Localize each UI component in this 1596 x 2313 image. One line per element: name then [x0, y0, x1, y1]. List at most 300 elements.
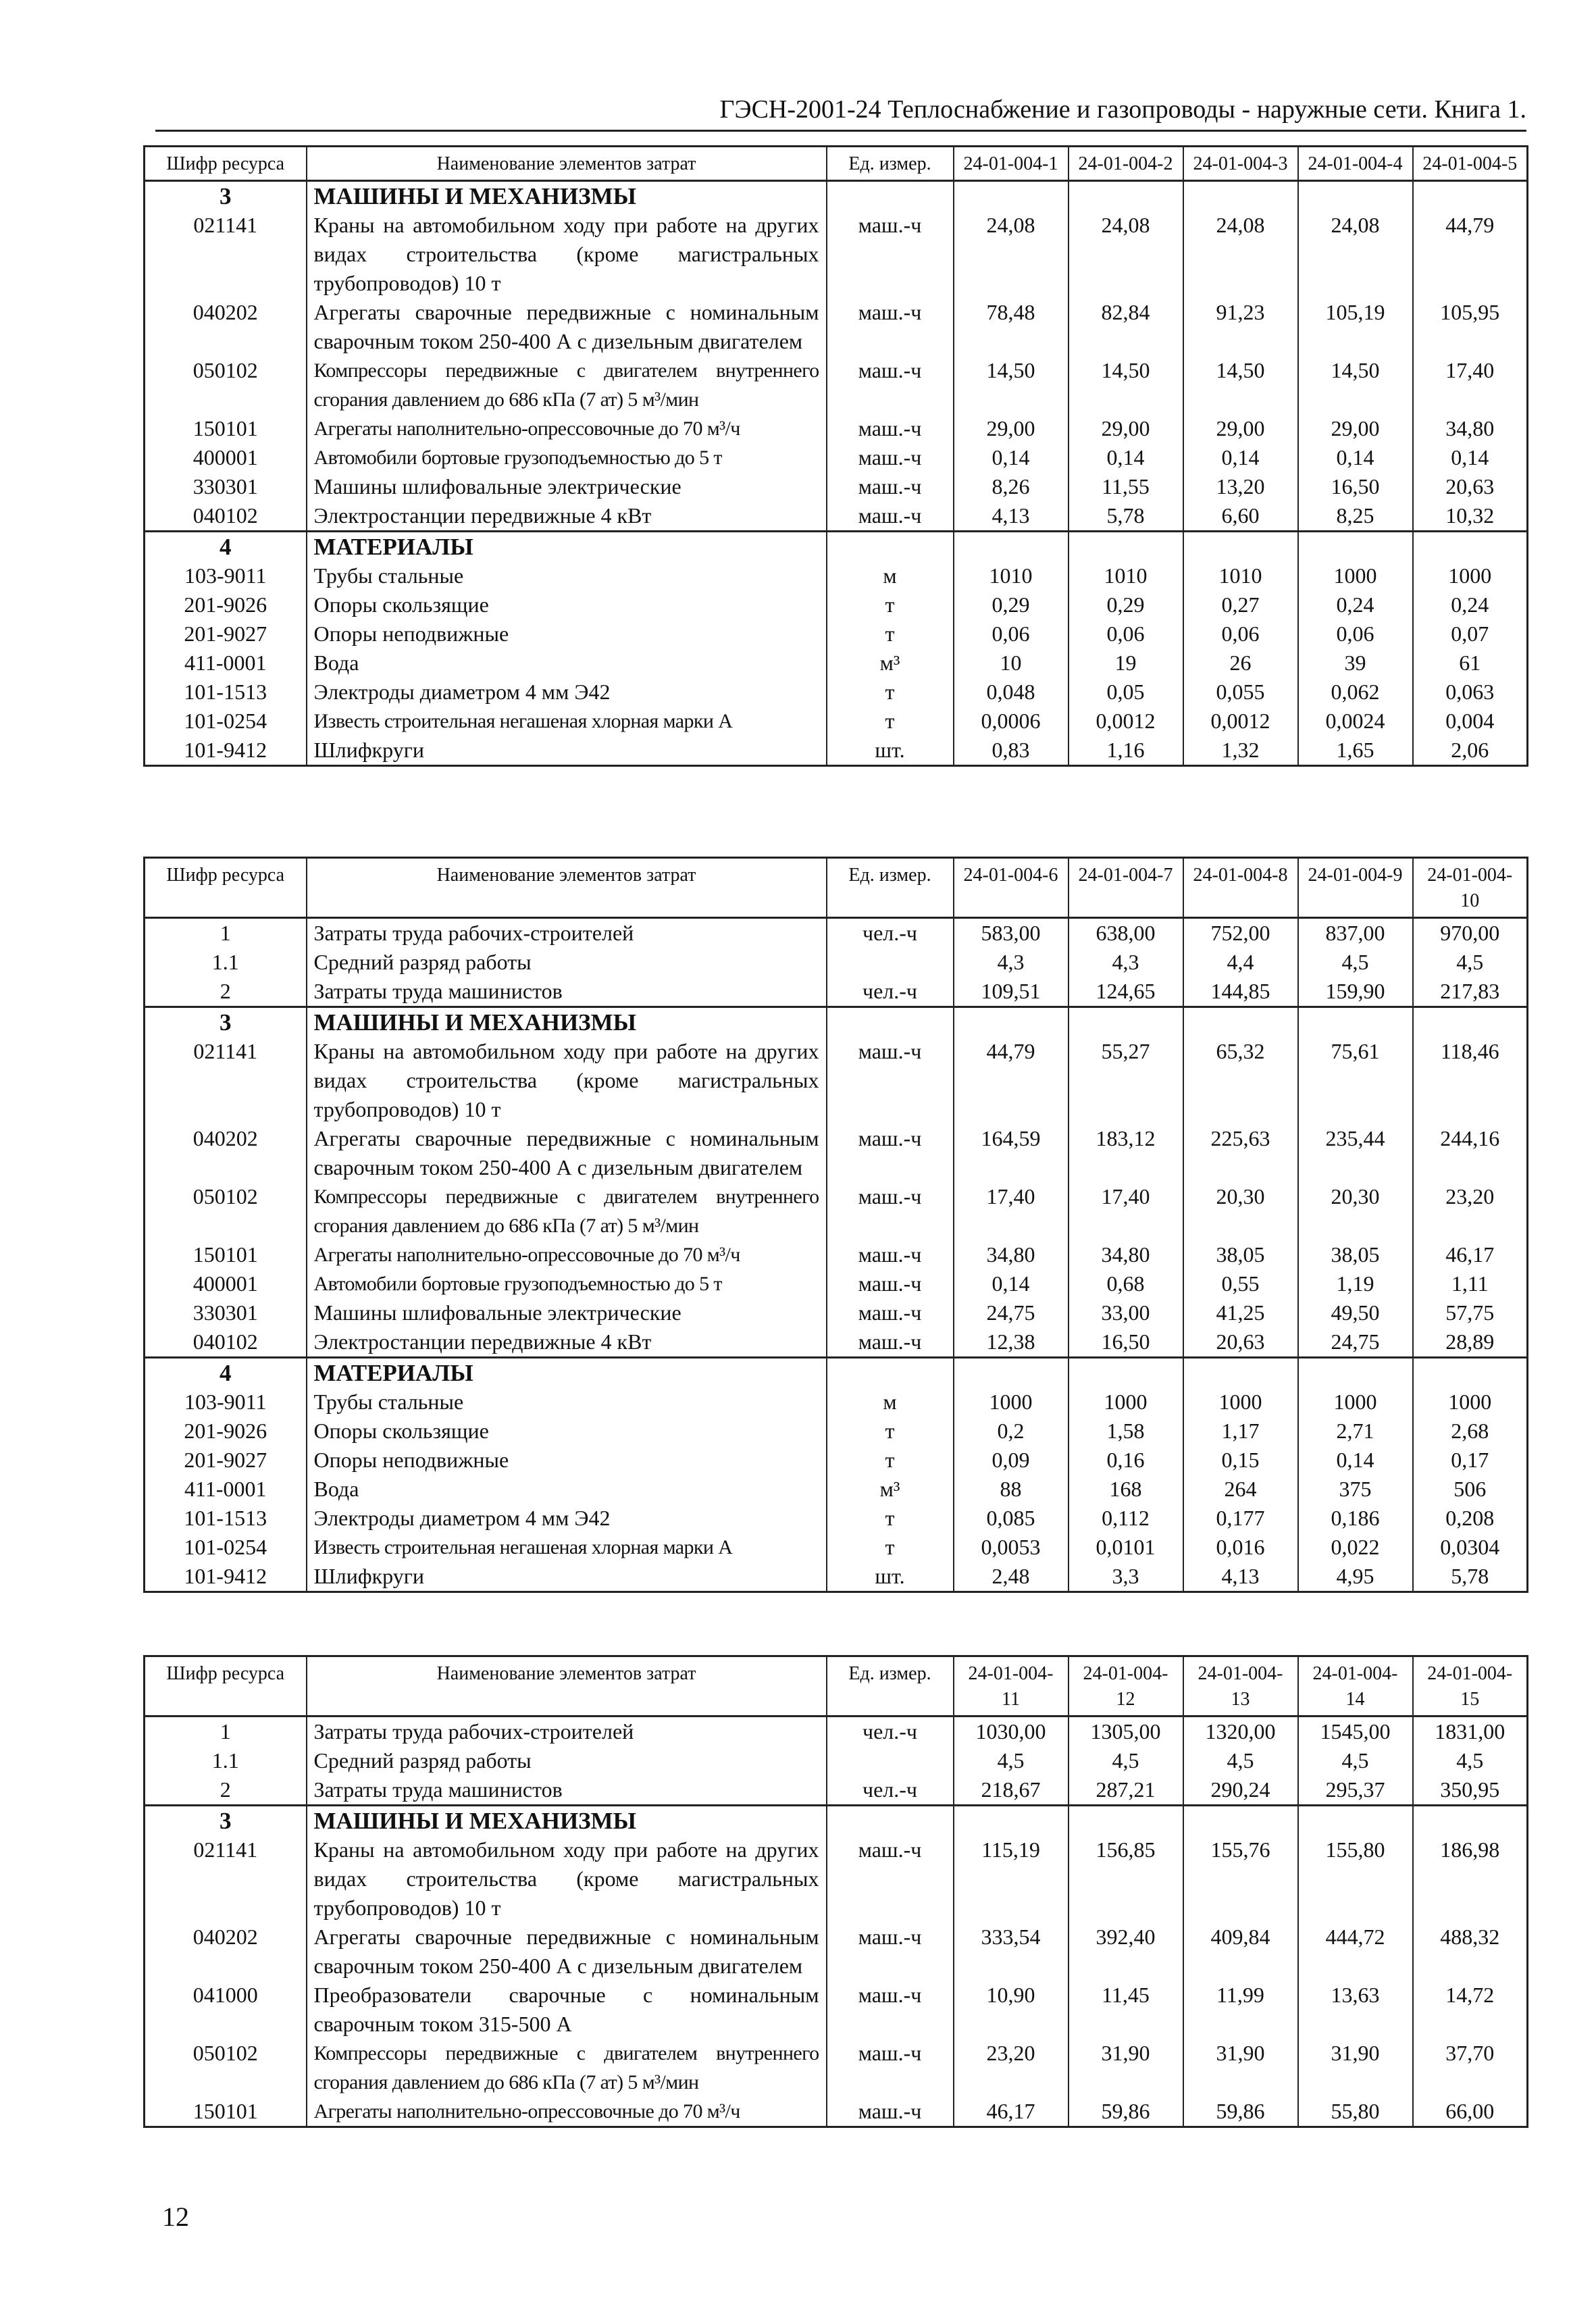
- norm-value: 4,5: [1069, 1746, 1183, 1775]
- norm-value: 0,09: [954, 1446, 1069, 1475]
- norm-value: 14,72: [1413, 1981, 1528, 2039]
- resource-name: Вода: [307, 1475, 827, 1504]
- resource-unit: м: [827, 561, 954, 590]
- resource-row: [145, 1327, 1528, 1358]
- col-header-name: Наименование элементов затрат: [307, 858, 827, 918]
- resource-name: Средний разряд работы: [307, 948, 827, 977]
- resource-name: Электростанции передвижные 4 кВт: [307, 501, 827, 532]
- resource-row: [145, 1504, 1528, 1533]
- norm-value: 0,208: [1413, 1504, 1528, 1533]
- resource-unit: маш.-ч: [827, 211, 954, 298]
- norm-value: 1000: [1069, 1388, 1183, 1417]
- resource-name: Опоры неподвижные: [307, 1446, 827, 1475]
- norm-value: 4,3: [954, 948, 1069, 977]
- resource-name: Опоры скользящие: [307, 590, 827, 619]
- resource-name: Агрегаты сварочные передвижные с номинальным сварочным током 250-400 А с дизельным двигателем: [307, 298, 827, 356]
- resource-unit: [827, 1806, 954, 1836]
- norm-value: 105,95: [1413, 298, 1528, 356]
- norm-value: 55,27: [1069, 1037, 1183, 1124]
- resource-row: [145, 678, 1528, 707]
- norm-value: 61: [1413, 649, 1528, 678]
- resource-row: [145, 1240, 1528, 1269]
- norm-value: 0,0024: [1298, 707, 1413, 736]
- norm-value: 16,50: [1069, 1327, 1183, 1358]
- page-header: ГЭСН-2001-24 Теплоснабжение и газопроводы - наружные сети. Книга 1.: [719, 95, 1526, 124]
- section-title: МАТЕРИАЛЫ: [307, 1358, 827, 1388]
- resource-name: Шлифкруги: [307, 736, 827, 766]
- resource-code: 021141: [145, 1835, 307, 1923]
- resource-row: [145, 707, 1528, 736]
- norm-value: 10,32: [1413, 501, 1528, 532]
- resource-unit: чел.-ч: [827, 918, 954, 948]
- header-rule: [155, 130, 1526, 132]
- norm-value: 75,61: [1298, 1037, 1413, 1124]
- col-header-norm-code: 24-01-004-8: [1183, 858, 1298, 918]
- norm-value: 8,26: [954, 472, 1069, 501]
- resource-name: Затраты труда машинистов: [307, 1775, 827, 1806]
- resource-row: [145, 1446, 1528, 1475]
- norm-value: 0,016: [1183, 1533, 1298, 1562]
- col-header-norm-code: 24-01-004-11: [954, 1656, 1069, 1717]
- norm-value: 13,20: [1183, 472, 1298, 501]
- section-title: МАШИНЫ И МЕХАНИЗМЫ: [307, 181, 827, 211]
- norm-value: 11,55: [1069, 472, 1183, 501]
- resource-unit: [827, 948, 954, 977]
- norm-value: 333,54: [954, 1923, 1069, 1981]
- norm-value: 1,11: [1413, 1269, 1528, 1298]
- resource-row: [145, 1037, 1528, 1124]
- norm-value: 0,06: [1069, 619, 1183, 649]
- resource-unit: [827, 1746, 954, 1775]
- norm-value: [1298, 1806, 1413, 1836]
- resource-row: [145, 1775, 1528, 1806]
- norm-value: [1069, 1358, 1183, 1388]
- norm-value: 1000: [1183, 1388, 1298, 1417]
- resource-code: 2: [145, 977, 307, 1007]
- col-header-code: Шифр ресурса: [145, 147, 307, 181]
- norm-value: 0,0053: [954, 1533, 1069, 1562]
- norm-value: [1069, 181, 1183, 211]
- resource-code: 150101: [145, 1240, 307, 1269]
- resource-code: 330301: [145, 472, 307, 501]
- norm-value: 4,5: [1413, 1746, 1528, 1775]
- norm-value: 14,50: [954, 356, 1069, 414]
- resource-name: Машины шлифовальные электрические: [307, 1298, 827, 1327]
- resource-code: 101-0254: [145, 1533, 307, 1562]
- norm-value: 287,21: [1069, 1775, 1183, 1806]
- norm-value: 38,05: [1183, 1240, 1298, 1269]
- resource-row: [145, 1298, 1528, 1327]
- norm-value: 0,83: [954, 736, 1069, 766]
- resource-name: Вода: [307, 649, 827, 678]
- resource-name: Агрегаты наполнительно-опрессовочные до 70 м³/ч: [307, 2097, 827, 2127]
- resource-unit: маш.-ч: [827, 1269, 954, 1298]
- norm-value: 375: [1298, 1475, 1413, 1504]
- norm-value: 168: [1069, 1475, 1183, 1504]
- resource-row: [145, 649, 1528, 678]
- resource-code: 101-1513: [145, 1504, 307, 1533]
- resource-unit: маш.-ч: [827, 1182, 954, 1240]
- resource-name: Опоры неподвижные: [307, 619, 827, 649]
- norm-value: 155,76: [1183, 1835, 1298, 1923]
- section-row: [145, 1007, 1528, 1038]
- col-header-norm-code: 24-01-004-10: [1413, 858, 1528, 918]
- resource-unit: маш.-ч: [827, 298, 954, 356]
- norm-value: 124,65: [1069, 977, 1183, 1007]
- resource-row: [145, 736, 1528, 766]
- col-header-code: Шифр ресурса: [145, 858, 307, 918]
- resource-unit: т: [827, 1533, 954, 1562]
- col-header-norm-code: 24-01-004-4: [1298, 147, 1413, 181]
- norm-value: 0,24: [1413, 590, 1528, 619]
- col-header-norm-code: 24-01-004-14: [1298, 1656, 1413, 1717]
- resource-name: Компрессоры передвижные с двигателем внутреннего сгорания давлением до 686 кПа (7 ат) 5 м³/мин: [307, 2039, 827, 2097]
- resource-name: Трубы стальные: [307, 561, 827, 590]
- resource-code: 101-1513: [145, 678, 307, 707]
- norm-value: [1183, 181, 1298, 211]
- norm-value: 24,75: [954, 1298, 1069, 1327]
- norm-value: 17,40: [1069, 1182, 1183, 1240]
- norm-value: 8,25: [1298, 501, 1413, 532]
- norm-value: 159,90: [1298, 977, 1413, 1007]
- norm-value: 59,86: [1183, 2097, 1298, 2127]
- norm-value: [1413, 1806, 1528, 1836]
- norm-value: 20,63: [1413, 472, 1528, 501]
- norm-value: 17,40: [1413, 356, 1528, 414]
- resource-row: [145, 1717, 1528, 1747]
- norm-value: 4,5: [1413, 948, 1528, 977]
- resource-name: Агрегаты наполнительно-опрессовочные до 70 м³/ч: [307, 1240, 827, 1269]
- norm-value: 66,00: [1413, 2097, 1528, 2127]
- norm-value: 26: [1183, 649, 1298, 678]
- norm-value: 0,0101: [1069, 1533, 1183, 1562]
- resource-unit: маш.-ч: [827, 356, 954, 414]
- section-row: [145, 1806, 1528, 1836]
- norm-value: 0,14: [954, 1269, 1069, 1298]
- norm-value: 4,13: [1183, 1562, 1298, 1592]
- norm-value: 4,5: [1298, 948, 1413, 977]
- resource-row: [145, 501, 1528, 532]
- norm-value: 4,5: [1183, 1746, 1298, 1775]
- norm-value: 1000: [1413, 561, 1528, 590]
- table-header-row: [145, 147, 1528, 181]
- resource-name: Трубы стальные: [307, 1388, 827, 1417]
- norm-value: 24,75: [1298, 1327, 1413, 1358]
- resource-row: [145, 1533, 1528, 1562]
- resource-code: 201-9026: [145, 590, 307, 619]
- resource-name: Средний разряд работы: [307, 1746, 827, 1775]
- resource-code: 4: [145, 532, 307, 562]
- col-header-name: Наименование элементов затрат: [307, 1656, 827, 1717]
- norm-value: 24,08: [1298, 211, 1413, 298]
- norm-value: 28,89: [1413, 1327, 1528, 1358]
- resource-code: 4: [145, 1358, 307, 1388]
- norm-value: 0,06: [1298, 619, 1413, 649]
- resource-name: Агрегаты сварочные передвижные с номинальным сварочным током 250-400 А с дизельным двигателем: [307, 1923, 827, 1981]
- resource-unit: маш.-ч: [827, 2097, 954, 2127]
- norm-value: 82,84: [1069, 298, 1183, 356]
- resource-unit: маш.-ч: [827, 1124, 954, 1182]
- norm-value: [954, 1358, 1069, 1388]
- resource-code: 150101: [145, 2097, 307, 2127]
- norm-value: 264: [1183, 1475, 1298, 1504]
- resource-unit: маш.-ч: [827, 472, 954, 501]
- resource-name: Затраты труда рабочих-строителей: [307, 918, 827, 948]
- resource-name: Краны на автомобильном ходу при работе на других видах строительства (кроме магистральных трубопроводов) 10 т: [307, 1037, 827, 1124]
- resource-unit: м³: [827, 1475, 954, 1504]
- norm-value: 0,0006: [954, 707, 1069, 736]
- norm-value: 1000: [1298, 1388, 1413, 1417]
- resource-code: 103-9011: [145, 1388, 307, 1417]
- norm-value: 2,68: [1413, 1417, 1528, 1446]
- table-header-row: [145, 1656, 1528, 1717]
- resource-row: [145, 1835, 1528, 1923]
- resource-row: [145, 918, 1528, 948]
- norm-value: 183,12: [1069, 1124, 1183, 1182]
- norm-value: 1,17: [1183, 1417, 1298, 1446]
- table-header-row: [145, 858, 1528, 918]
- resource-code: 103-9011: [145, 561, 307, 590]
- resource-unit: шт.: [827, 736, 954, 766]
- norm-value: 1831,00: [1413, 1717, 1528, 1747]
- norm-value: 59,86: [1069, 2097, 1183, 2127]
- norm-value: 488,32: [1413, 1923, 1528, 1981]
- norm-value: 4,5: [954, 1746, 1069, 1775]
- col-header-norm-code: 24-01-004-6: [954, 858, 1069, 918]
- norm-value: [1413, 532, 1528, 562]
- norm-value: 24,08: [954, 211, 1069, 298]
- norm-value: 1,58: [1069, 1417, 1183, 1446]
- resource-code: 021141: [145, 211, 307, 298]
- norm-value: 24,08: [1069, 211, 1183, 298]
- norm-value: 0,15: [1183, 1446, 1298, 1475]
- norm-value: 78,48: [954, 298, 1069, 356]
- norm-value: 837,00: [1298, 918, 1413, 948]
- norm-value: 55,80: [1298, 2097, 1413, 2127]
- norm-value: 20,30: [1298, 1182, 1413, 1240]
- norm-value: 2,71: [1298, 1417, 1413, 1446]
- norm-value: 10: [954, 649, 1069, 678]
- resource-name: Краны на автомобильном ходу при работе на других видах строительства (кроме магистральных трубопроводов) 10 т: [307, 211, 827, 298]
- norm-value: 4,3: [1069, 948, 1183, 977]
- resource-code: 150101: [145, 414, 307, 443]
- norm-value: 244,16: [1413, 1124, 1528, 1182]
- norm-value: 0,14: [1298, 443, 1413, 472]
- resource-name: Автомобили бортовые грузоподъемностью до 5 т: [307, 443, 827, 472]
- resource-unit: чел.-ч: [827, 1775, 954, 1806]
- resource-code: 101-9412: [145, 1562, 307, 1592]
- norm-value: 14,50: [1298, 356, 1413, 414]
- norm-value: 1320,00: [1183, 1717, 1298, 1747]
- resource-row: [145, 1269, 1528, 1298]
- resource-unit: [827, 532, 954, 562]
- norm-value: 24,08: [1183, 211, 1298, 298]
- norm-value: 409,84: [1183, 1923, 1298, 1981]
- resource-row: [145, 1124, 1528, 1182]
- norm-value: 0,14: [1183, 443, 1298, 472]
- resource-unit: т: [827, 590, 954, 619]
- norm-value: 29,00: [954, 414, 1069, 443]
- norm-value: 0,0304: [1413, 1533, 1528, 1562]
- resource-code: 040102: [145, 501, 307, 532]
- resource-name: Компрессоры передвижные с двигателем внутреннего сгорания давлением до 686 кПа (7 ат) 5 м³/мин: [307, 356, 827, 414]
- resource-unit: маш.-ч: [827, 1981, 954, 2039]
- resource-unit: маш.-ч: [827, 1923, 954, 1981]
- norm-value: 0,06: [1183, 619, 1298, 649]
- norm-value: 1,65: [1298, 736, 1413, 766]
- norm-value: 156,85: [1069, 1835, 1183, 1923]
- norm-value: 13,63: [1298, 1981, 1413, 2039]
- resource-table-3: [143, 1655, 1528, 2128]
- resource-code: 050102: [145, 1182, 307, 1240]
- section-title: МАТЕРИАЛЫ: [307, 532, 827, 562]
- norm-value: [1069, 1007, 1183, 1038]
- norm-value: 638,00: [1069, 918, 1183, 948]
- resource-name: Агрегаты сварочные передвижные с номинальным сварочным током 250-400 А с дизельным двигателем: [307, 1124, 827, 1182]
- resource-row: [145, 472, 1528, 501]
- norm-value: 33,00: [1069, 1298, 1183, 1327]
- resource-code: 041000: [145, 1981, 307, 2039]
- resource-unit: [827, 1007, 954, 1038]
- norm-value: [1183, 1806, 1298, 1836]
- norm-value: 44,79: [1413, 211, 1528, 298]
- norm-value: 0,055: [1183, 678, 1298, 707]
- resource-row: [145, 1746, 1528, 1775]
- norm-value: [1298, 1358, 1413, 1388]
- resource-code: 021141: [145, 1037, 307, 1124]
- norm-value: 970,00: [1413, 918, 1528, 948]
- norm-value: 57,75: [1413, 1298, 1528, 1327]
- resource-table-2: [143, 857, 1528, 1593]
- resource-row: [145, 298, 1528, 356]
- resource-unit: чел.-ч: [827, 1717, 954, 1747]
- norm-value: 5,78: [1413, 1562, 1528, 1592]
- norm-value: [1298, 532, 1413, 562]
- norm-value: 0,14: [1413, 443, 1528, 472]
- norm-value: [1069, 1806, 1183, 1836]
- resource-code: 101-9412: [145, 736, 307, 766]
- norm-value: 4,5: [1298, 1746, 1413, 1775]
- norm-value: 17,40: [954, 1182, 1069, 1240]
- norm-value: 583,00: [954, 918, 1069, 948]
- norm-value: 350,95: [1413, 1775, 1528, 1806]
- resource-code: 1.1: [145, 948, 307, 977]
- page-number: 12: [162, 2202, 189, 2232]
- resource-unit: маш.-ч: [827, 1037, 954, 1124]
- resource-code: 050102: [145, 2039, 307, 2097]
- resource-unit: маш.-ч: [827, 501, 954, 532]
- norm-value: 217,83: [1413, 977, 1528, 1007]
- resource-row: [145, 619, 1528, 649]
- col-header-norm-code: 24-01-004-5: [1413, 147, 1528, 181]
- norm-value: 31,90: [1183, 2039, 1298, 2097]
- resource-unit: т: [827, 1446, 954, 1475]
- norm-value: [1413, 1007, 1528, 1038]
- resource-name: Преобразователи сварочные с номинальным сварочным током 315-500 А: [307, 1981, 827, 2039]
- resource-row: [145, 1981, 1528, 2039]
- norm-value: 0,29: [1069, 590, 1183, 619]
- norm-value: 218,67: [954, 1775, 1069, 1806]
- resource-name: Электроды диаметром 4 мм Э42: [307, 678, 827, 707]
- resource-unit: [827, 181, 954, 211]
- norm-value: 0,24: [1298, 590, 1413, 619]
- norm-value: 31,90: [1069, 2039, 1183, 2097]
- resource-row: [145, 1923, 1528, 1981]
- resource-code: 2: [145, 1775, 307, 1806]
- norm-value: [1183, 1358, 1298, 1388]
- norm-value: 0,062: [1298, 678, 1413, 707]
- resource-unit: шт.: [827, 1562, 954, 1592]
- resource-code: 040202: [145, 1923, 307, 1981]
- resource-row: [145, 977, 1528, 1007]
- norm-value: 0,14: [954, 443, 1069, 472]
- norm-value: 155,80: [1298, 1835, 1413, 1923]
- resource-row: [145, 2039, 1528, 2097]
- norm-value: 0,55: [1183, 1269, 1298, 1298]
- resource-row: [145, 1562, 1528, 1592]
- norm-value: [954, 181, 1069, 211]
- norm-value: 0,0012: [1183, 707, 1298, 736]
- norm-value: 14,50: [1183, 356, 1298, 414]
- norm-value: 0,07: [1413, 619, 1528, 649]
- norm-value: 186,98: [1413, 1835, 1528, 1923]
- norm-value: 164,59: [954, 1124, 1069, 1182]
- section-title: МАШИНЫ И МЕХАНИЗМЫ: [307, 1806, 827, 1836]
- resource-row: [145, 1417, 1528, 1446]
- norm-value: 1030,00: [954, 1717, 1069, 1747]
- norm-value: 752,00: [1183, 918, 1298, 948]
- col-header-norm-code: 24-01-004-2: [1069, 147, 1183, 181]
- norm-value: 118,46: [1413, 1037, 1528, 1124]
- norm-value: 295,37: [1298, 1775, 1413, 1806]
- norm-value: 4,95: [1298, 1562, 1413, 1592]
- col-header-norm-code: 24-01-004-3: [1183, 147, 1298, 181]
- resource-row: [145, 948, 1528, 977]
- norm-value: [1069, 532, 1183, 562]
- section-row: [145, 532, 1528, 562]
- norm-value: 0,14: [1069, 443, 1183, 472]
- norm-value: 2,48: [954, 1562, 1069, 1592]
- norm-value: 1010: [954, 561, 1069, 590]
- resource-name: Агрегаты наполнительно-опрессовочные до 70 м³/ч: [307, 414, 827, 443]
- resource-unit: маш.-ч: [827, 1240, 954, 1269]
- resource-code: 330301: [145, 1298, 307, 1327]
- norm-value: 34,80: [1413, 414, 1528, 443]
- col-header-norm-code: 24-01-004-9: [1298, 858, 1413, 918]
- norm-value: 506: [1413, 1475, 1528, 1504]
- norm-value: 20,30: [1183, 1182, 1298, 1240]
- resource-unit: маш.-ч: [827, 1327, 954, 1358]
- resource-name: Опоры скользящие: [307, 1417, 827, 1446]
- norm-value: 31,90: [1298, 2039, 1413, 2097]
- norm-value: 0,06: [954, 619, 1069, 649]
- resource-unit: т: [827, 678, 954, 707]
- resource-code: 400001: [145, 443, 307, 472]
- resource-unit: [827, 1358, 954, 1388]
- norm-value: 41,25: [1183, 1298, 1298, 1327]
- norm-value: 4,13: [954, 501, 1069, 532]
- col-header-norm-code: 24-01-004-7: [1069, 858, 1183, 918]
- norm-value: 16,50: [1298, 472, 1413, 501]
- norm-value: 12,38: [954, 1327, 1069, 1358]
- resource-unit: т: [827, 619, 954, 649]
- resource-unit: маш.-ч: [827, 443, 954, 472]
- resource-unit: м: [827, 1388, 954, 1417]
- resource-name: Шлифкруги: [307, 1562, 827, 1592]
- norm-value: 1,19: [1298, 1269, 1413, 1298]
- norm-value: 3,3: [1069, 1562, 1183, 1592]
- resource-row: [145, 211, 1528, 298]
